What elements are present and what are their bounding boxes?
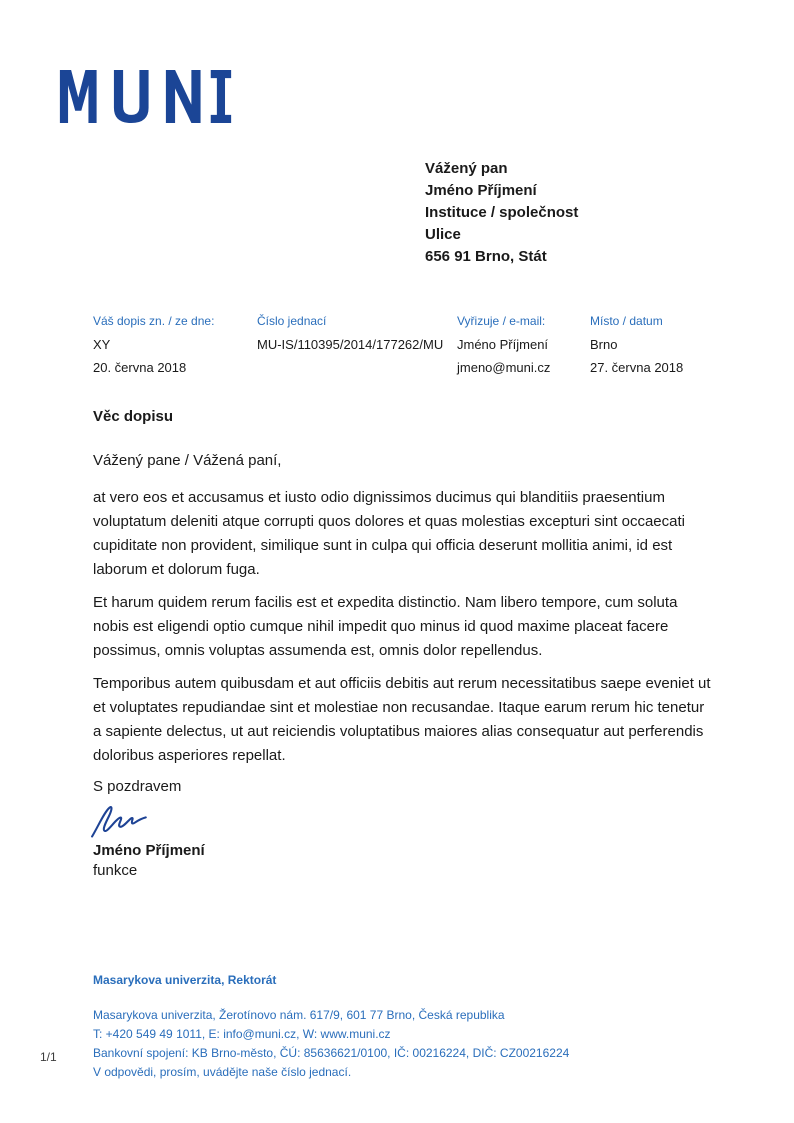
footer-reply-note: V odpovědi, prosím, uvádějte naše číslo jednací. — [93, 1065, 352, 1079]
logo-letter-u — [114, 70, 149, 123]
muni-logo — [57, 70, 232, 123]
logo-letter-n — [166, 70, 201, 123]
letter-body — [93, 407, 713, 881]
signer-name: Jméno Příjmení — [93, 842, 205, 859]
recipient-line: Instituce / společnost — [425, 204, 579, 221]
meta-col-place-date — [590, 310, 683, 379]
meta-value: 20. června 2018 — [93, 360, 187, 375]
closing-phrase: S pozdravem — [93, 778, 182, 795]
body-paragraph: Et harum quidem rerum facilis est et expedita distinctio. Nam libero tempore, cum soluta nobis est eligendi optio cumque nihil impedit quo minus id quod maxime placeat facere possimus, omnis voluptas assumenda est, omnis dolor repellendus. — [93, 594, 678, 659]
meta-value: Jméno Příjmení — [457, 337, 549, 352]
body-paragraph: at vero eos et accusamus et iusto odio dignissimos ducimus qui blanditiis praesentium voluptatum deleniti atque corrupti quos dolores et quas molestias excepturi sint occaecati cupiditate non provident, similique sunt in culpa qui officia deserunt mollitia animi, id est laborum et dolorum fuga. — [93, 489, 685, 578]
meta-label: Váš dopis zn. / ze dne: — [93, 314, 215, 328]
page-number: 1/1 — [40, 1050, 57, 1064]
footer-unit-name: Masarykova univerzita, Rektorát — [93, 973, 277, 987]
meta-label: Číslo jednací — [257, 314, 327, 328]
meta-value: Brno — [590, 337, 618, 352]
meta-col-ref-number — [257, 310, 443, 356]
signer-role: funkce — [93, 862, 138, 879]
body-paragraph: Temporibus autem quibusdam et aut officiis debitis aut rerum necessitatibus saepe eveniet ut et voluptates repudiandae sint et molestiae non recusandae. Itaque earum rerum hic tenetur a sapiente delectus, ut aut reiciendis voluptatibus maiores alias consequatur aut perferendis doloribus asperiores repellat. — [93, 675, 711, 764]
recipient-line: Jméno Příjmení — [425, 182, 537, 199]
subject-line: Věc dopisu — [93, 408, 174, 425]
meta-col-your-ref — [93, 310, 214, 379]
footer-bank-info: Bankovní spojení: KB Brno-město, ČÚ: 85636621/0100, IČ: 00216224, DIČ: CZ00216224 — [93, 1046, 570, 1060]
meta-col-handled-by — [457, 310, 550, 379]
meta-value: XY — [93, 337, 111, 352]
handwritten-signature-image — [90, 803, 152, 839]
recipient-line: Ulice — [425, 226, 461, 243]
logo-letter-i — [211, 70, 231, 123]
logo-letter-m — [60, 70, 97, 123]
muni-logo-image — [57, 70, 232, 123]
footer-address: Masarykova univerzita, Žerotínovo nám. 617/9, 601 77 Brno, Česká republika — [93, 1008, 505, 1022]
letterhead-footer — [93, 971, 733, 1082]
meta-label: Místo / datum — [590, 314, 663, 328]
signature-scribble-icon — [90, 803, 152, 839]
recipient-address — [425, 158, 578, 268]
footer-contacts: T: +420 549 49 1011, E: info@muni.cz, W: www.muni.cz — [93, 1027, 391, 1041]
salutation: Vážený pane / Vážená paní, — [93, 452, 282, 469]
recipient-line: 656 91 Brno, Stát — [425, 248, 547, 265]
meta-value: jmeno@muni.cz — [457, 360, 551, 375]
meta-value: MU-IS/110395/2014/177262/MU — [257, 337, 444, 352]
recipient-line: Vážený pan — [425, 160, 508, 177]
meta-label: Vyřizuje / e-mail: — [457, 314, 546, 328]
meta-value: 27. června 2018 — [590, 360, 684, 375]
